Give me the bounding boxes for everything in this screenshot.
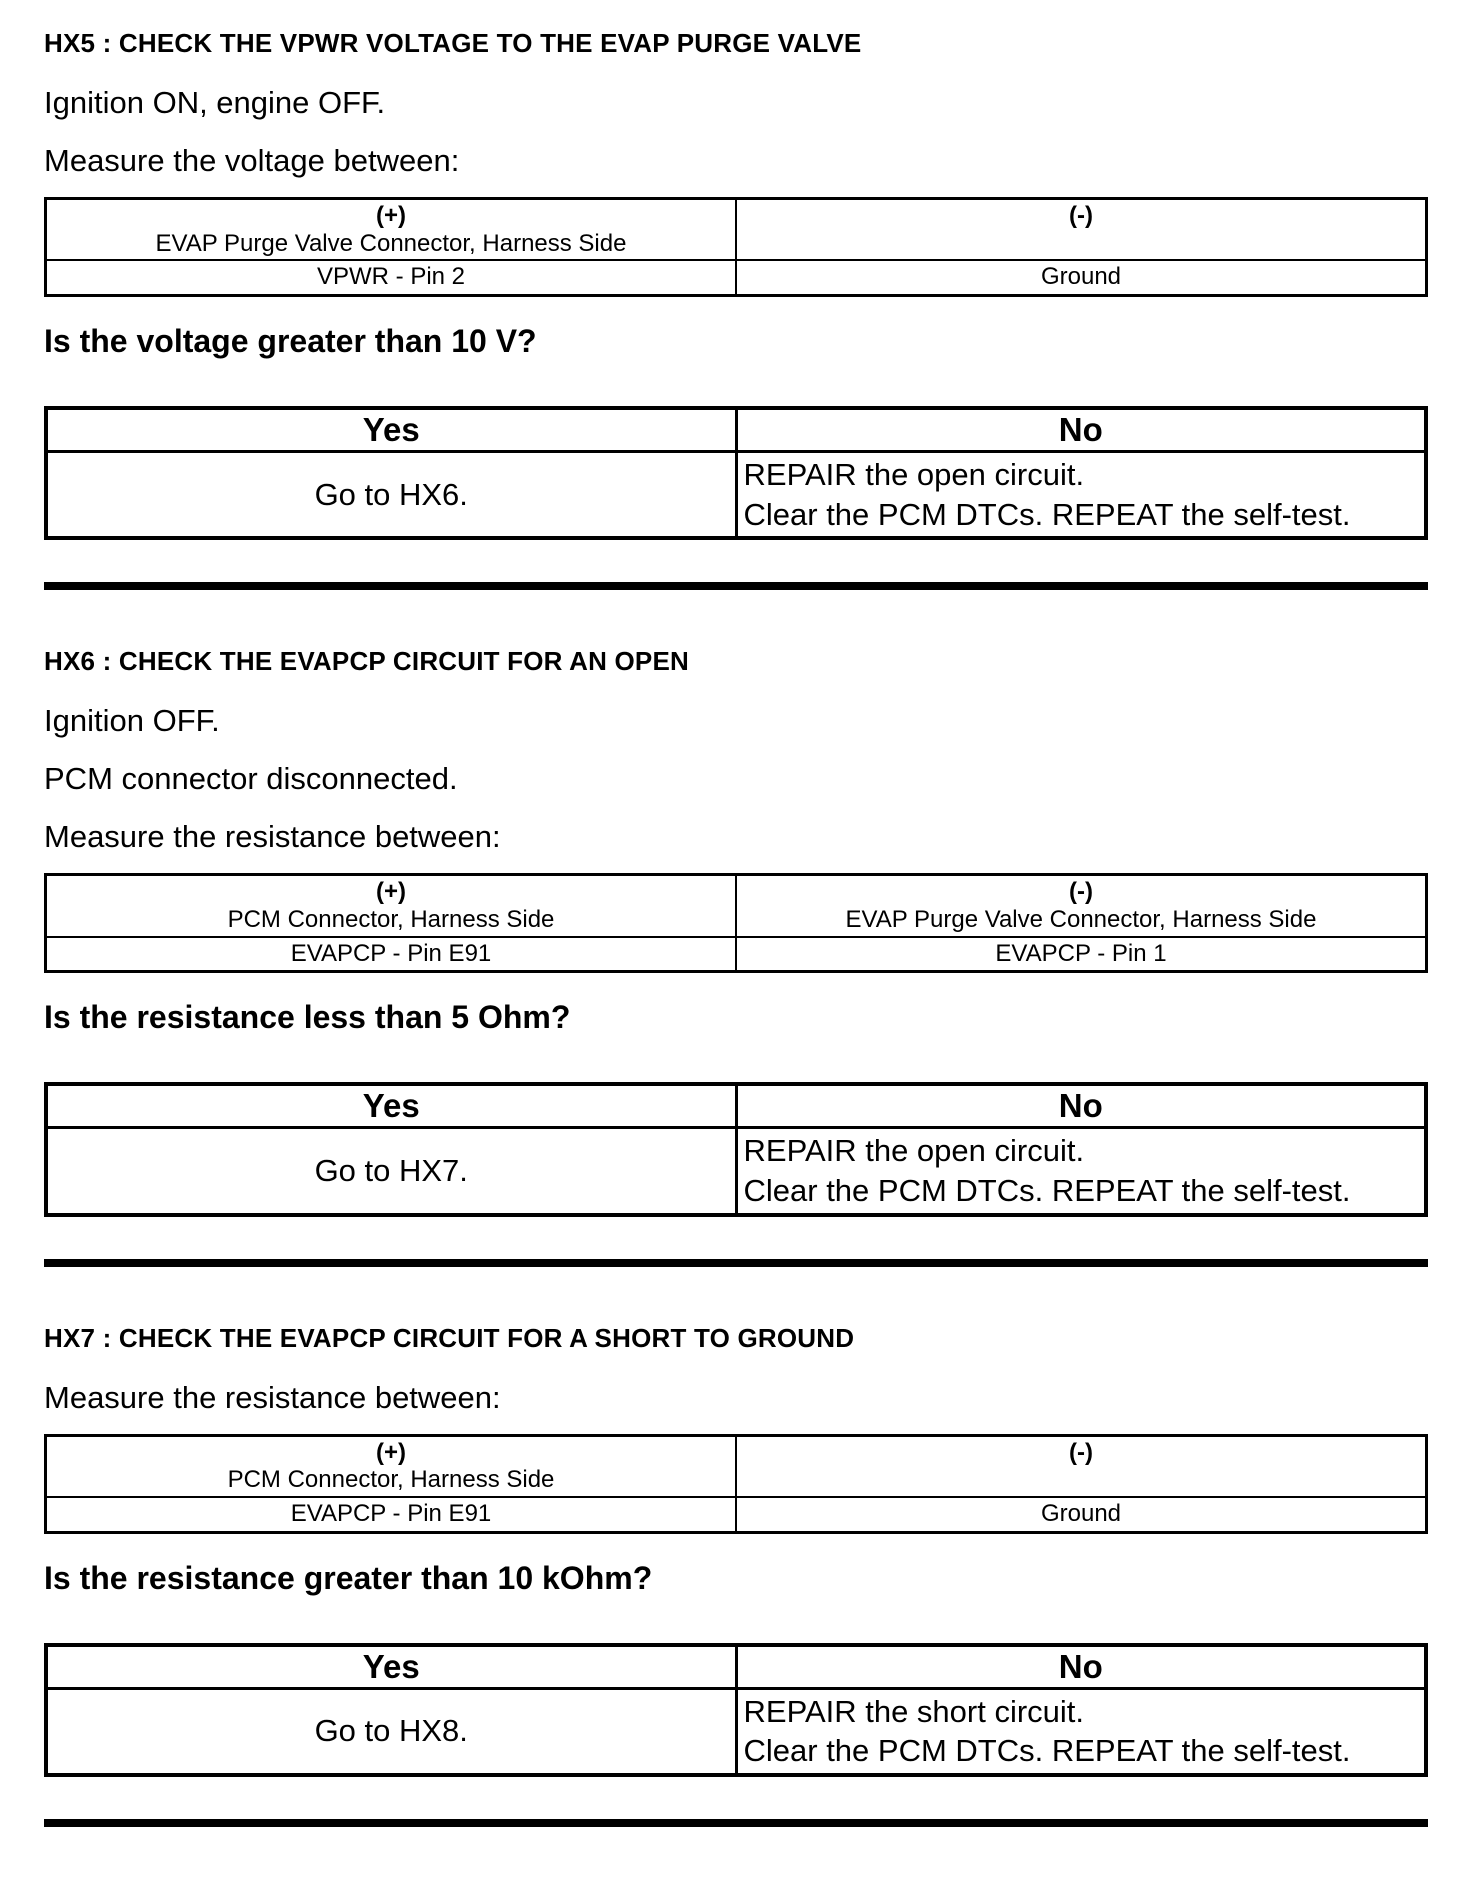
measurement-table	[44, 1434, 1428, 1534]
minus-pin-value: Ground	[736, 1497, 1427, 1532]
table-row	[46, 199, 1427, 261]
no-action-line: REPAIR the short circuit.	[743, 1693, 1085, 1729]
plus-polarity-label: (+)	[376, 1438, 406, 1466]
plus-column-header-cell	[46, 1435, 737, 1497]
minus-polarity-label: (-)	[1069, 202, 1093, 229]
no-action-line: Clear the PCM DTCs. REPEAT the self-test.	[743, 496, 1351, 532]
decision-table	[44, 406, 1428, 540]
yes-header: Yes	[46, 408, 736, 452]
measurement-table	[44, 873, 1428, 973]
minus-column-header-cell	[736, 1435, 1427, 1497]
table-row	[46, 408, 1426, 452]
question-text: Is the voltage greater than 10 V?	[44, 322, 537, 359]
no-action-line: REPAIR the open circuit.	[743, 1133, 1085, 1169]
yes-action: Go to HX6.	[46, 451, 736, 538]
section-hx5	[44, 28, 1428, 590]
decision-table	[44, 1082, 1428, 1216]
instruction-text: Measure the resistance between:	[44, 819, 501, 855]
no-action-line: Clear the PCM DTCs. REPEAT the self-test.	[743, 1733, 1351, 1769]
instruction-text: Ignition OFF.	[44, 703, 220, 739]
minus-column-header-cell	[736, 875, 1427, 937]
minus-polarity-label: (-)	[1069, 1438, 1093, 1466]
plus-column-header-cell	[46, 875, 737, 937]
no-action	[736, 1688, 1426, 1775]
plus-connector-label: PCM Connector, Harness Side	[227, 905, 555, 933]
table-row	[46, 937, 1427, 972]
yes-header: Yes	[46, 1084, 736, 1128]
plus-connector-label: EVAP Purge Valve Connector, Harness Side	[155, 229, 627, 257]
instruction-text: Measure the voltage between:	[44, 143, 460, 178]
table-row	[46, 451, 1426, 538]
no-action-line: Clear the PCM DTCs. REPEAT the self-test.	[743, 1172, 1351, 1208]
instruction-text: Measure the resistance between:	[44, 1379, 501, 1415]
minus-pin-value: Ground	[736, 260, 1427, 295]
section-title: HX7 : CHECK THE EVAPCP CIRCUIT FOR A SHORT TO GROUND	[44, 1322, 855, 1353]
table-row	[46, 260, 1427, 295]
no-action-line: REPAIR the open circuit.	[743, 456, 1085, 492]
decision-table	[44, 1643, 1428, 1777]
table-row	[46, 1645, 1426, 1689]
no-action	[736, 1128, 1426, 1215]
plus-polarity-label: (+)	[376, 878, 406, 906]
plus-column-header-cell	[46, 199, 737, 261]
question-text: Is the resistance less than 5 Ohm?	[44, 999, 571, 1036]
section-divider	[44, 1259, 1428, 1267]
no-header: No	[736, 408, 1426, 452]
plus-polarity-label: (+)	[376, 202, 406, 229]
minus-column-header-cell	[736, 199, 1427, 261]
minus-polarity-label: (-)	[1069, 878, 1093, 906]
minus-connector-label: EVAP Purge Valve Connector, Harness Side	[845, 905, 1317, 933]
table-row	[46, 1435, 1427, 1497]
table-row	[46, 1084, 1426, 1128]
section-hx7	[44, 1323, 1428, 1827]
minus-pin-value: EVAPCP - Pin 1	[736, 937, 1427, 972]
table-row	[46, 1497, 1427, 1532]
table-row	[46, 1688, 1426, 1775]
plus-connector-label: PCM Connector, Harness Side	[227, 1466, 555, 1494]
yes-action: Go to HX7.	[46, 1128, 736, 1215]
table-row	[46, 1128, 1426, 1215]
no-header: No	[736, 1084, 1426, 1128]
section-title: HX5 : CHECK THE VPWR VOLTAGE TO THE EVAP PURGE VALVE	[44, 28, 862, 58]
no-action	[736, 451, 1426, 538]
table-row	[46, 875, 1427, 937]
section-title: HX6 : CHECK THE EVAPCP CIRCUIT FOR AN OPEN	[44, 646, 689, 677]
section-divider	[44, 1819, 1428, 1827]
no-header: No	[736, 1645, 1426, 1689]
measurement-table	[44, 197, 1428, 297]
yes-header: Yes	[46, 1645, 736, 1689]
section-divider	[44, 582, 1428, 590]
plus-pin-value: EVAPCP - Pin E91	[46, 937, 737, 972]
instruction-text: PCM connector disconnected.	[44, 761, 458, 797]
plus-pin-value: VPWR - Pin 2	[46, 260, 737, 295]
question-text: Is the resistance greater than 10 kOhm?	[44, 1559, 653, 1596]
section-hx6	[44, 646, 1428, 1266]
instruction-text: Ignition ON, engine OFF.	[44, 85, 386, 120]
yes-action: Go to HX8.	[46, 1688, 736, 1775]
plus-pin-value: EVAPCP - Pin E91	[46, 1497, 737, 1532]
